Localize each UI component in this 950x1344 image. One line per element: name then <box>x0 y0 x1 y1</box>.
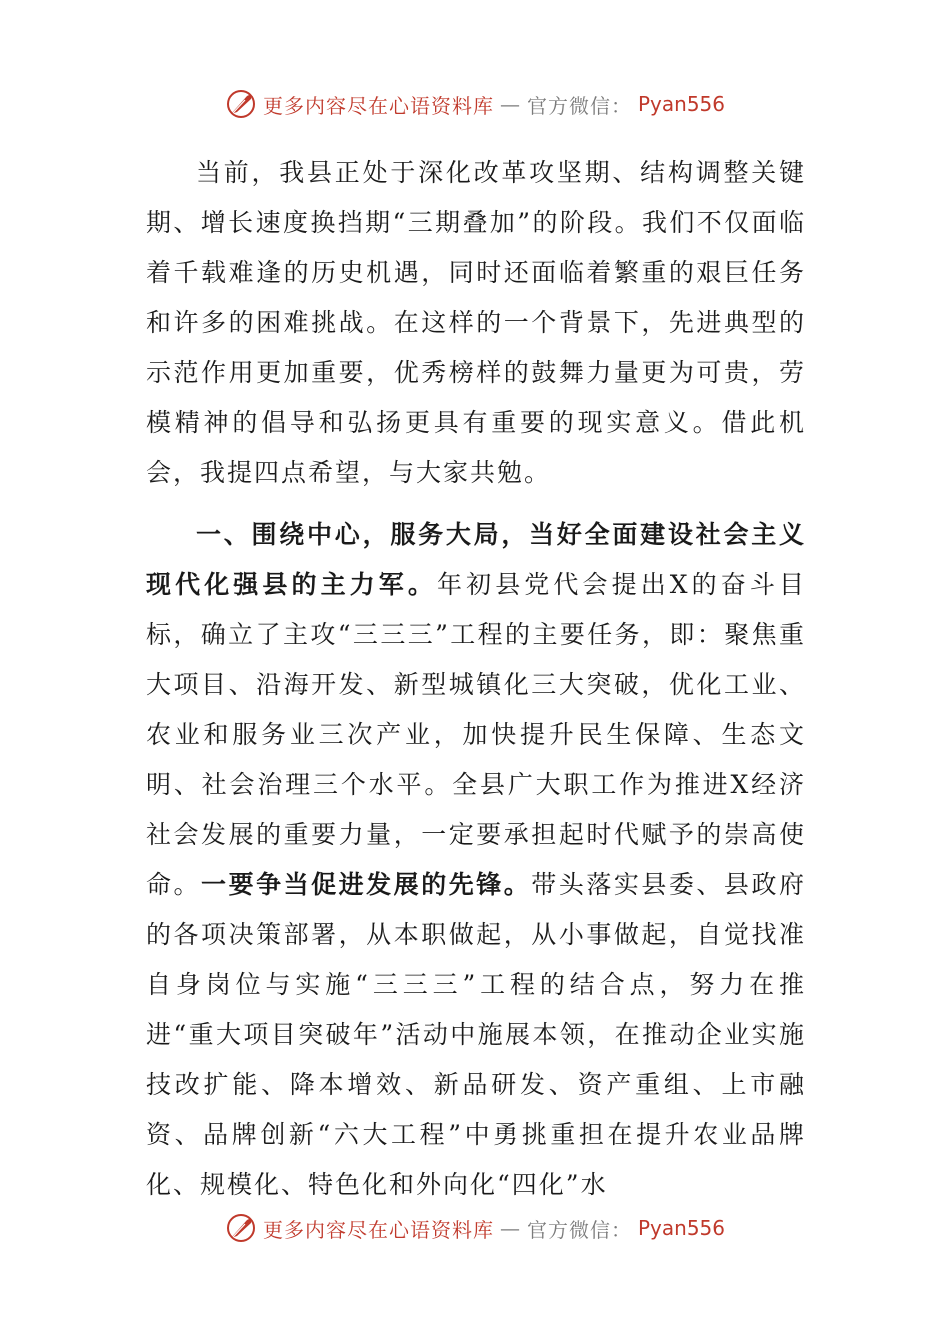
footer-watermark <box>0 1208 950 1248</box>
document-body <box>146 148 806 1210</box>
watermark-brand-text: 更多内容尽在心语资料库 <box>262 93 494 118</box>
paragraph-intro: 当前，我县正处于深化改革攻坚期、结构调整关键期、增长速度换挡期“三期叠加”的阶段。我们不仅面临着千载难逢的历史机遇，同时还面临着繁重的艰巨任务和许多的困难挑战。在这样的一个背景下，先进典型的示范作用更加重要，优秀榜样的鼓舞力量更为可贵，劳模精神的倡导和弘扬更具有重要的现实意义。借此机会，我提四点希望，与大家共勉。 <box>146 158 806 487</box>
section-text-continued: 带头落实县委、县政府的各项决策部署，从本职做起，从小事做起，自觉找准自身岗位与实施“三三三”工程的结合点，努力在推进“重大项目突破年”活动中施展本领，在推动企业实施技改扩能、降本增效、新品研发、资产重组、上市融资、品牌创新“六大工程”中勇挑重担在提升农业品牌化、规模化、特色化和外向化“四化”水 <box>146 870 806 1199</box>
watermark-wechat-id: Pyan556 <box>637 92 725 116</box>
feather-pen-logo-icon <box>225 88 257 120</box>
header-watermark <box>0 84 950 124</box>
section-subheading: 一要争当促进发展的先锋。 <box>201 870 532 899</box>
watermark-wechat-id: Pyan556 <box>637 1216 725 1240</box>
paragraph-section-one <box>146 510 806 1210</box>
feather-pen-logo-icon <box>225 1212 257 1244</box>
watermark-brand-text: 更多内容尽在心语资料库 <box>262 1217 494 1242</box>
watermark-wechat-label: 官方微信： <box>526 1217 632 1242</box>
section-text: 年初县党代会提出X的奋斗目标，确立了主攻“三三三”工程的主要任务，即：聚焦重大项目、沿海开发、新型城镇化三大突破，优化工业、农业和服务业三次产业，加快提升民生保障、生态文明、社会治理三个水平。全县广大职工作为推进X经济社会发展的重要力量，一定要承担起时代赋予的崇高使命。 <box>146 570 806 899</box>
watermark-separator: — <box>499 1216 521 1240</box>
watermark-wechat-label: 官方微信： <box>526 93 632 118</box>
watermark-separator: — <box>499 92 521 116</box>
section-heading: 一、围绕中心，服务大局，当好全面建设社会主义现代化强县的主力军。 <box>146 520 806 599</box>
